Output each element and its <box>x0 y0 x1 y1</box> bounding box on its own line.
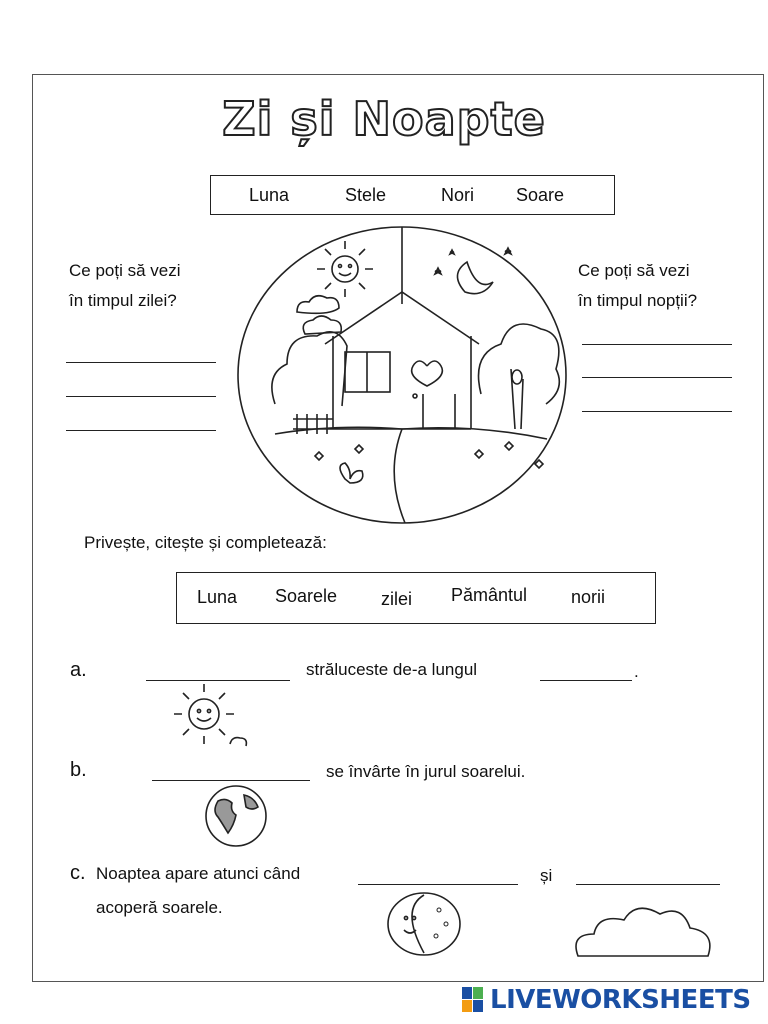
word-bank-item: zilei <box>381 589 413 609</box>
sentence-c-label: c. <box>70 862 86 884</box>
sentence-a-period: . <box>634 662 639 681</box>
word-bank-item: Stele <box>345 185 387 205</box>
day-question-line2: în timpul zilei? <box>69 291 177 310</box>
night-question-line1: Ce poți să vezi <box>578 261 690 280</box>
moon-icon <box>384 890 466 958</box>
night-answer-line-2[interactable] <box>582 377 732 378</box>
night-answer-line-1[interactable] <box>582 344 732 345</box>
night-question-line2: în timpul nopții? <box>578 291 698 310</box>
page-title: Zi și Noapte <box>222 92 546 146</box>
word-bank-bottom <box>176 572 656 624</box>
sentence-c-blank-1[interactable] <box>358 884 518 885</box>
day-night-house-illustration <box>235 224 569 526</box>
logo-icon <box>462 987 484 1013</box>
word-bank-item: Pământul <box>451 585 528 605</box>
sentence-a-blank-1[interactable] <box>146 680 290 681</box>
day-question <box>69 256 181 316</box>
sentence-c-blank-2[interactable] <box>576 884 720 885</box>
day-question-line1: Ce poți să vezi <box>69 261 181 280</box>
sentence-a-text: străluceste de-a lungul <box>306 660 478 679</box>
word-bank-item: Luna <box>249 185 290 205</box>
sentence-a-blank-2[interactable] <box>540 680 632 681</box>
sun-icon <box>164 682 250 750</box>
sentence-b-label: b. <box>70 759 87 781</box>
earth-icon <box>202 783 272 849</box>
word-bank-item: norii <box>571 587 606 607</box>
day-answer-line-3[interactable] <box>66 430 216 431</box>
sentence-c-text-line2: acoperă soarele. <box>96 898 223 917</box>
word-bank-item: Nori <box>441 185 475 205</box>
sentence-c-text: Noaptea apare atunci când <box>96 864 301 883</box>
night-answer-line-3[interactable] <box>582 411 732 412</box>
word-bank-item: Soarele <box>275 586 338 606</box>
sentence-b-blank[interactable] <box>152 780 310 781</box>
word-bank-item: Luna <box>197 587 238 607</box>
sentence-a-label: a. <box>70 659 87 681</box>
word-bank-top <box>210 175 615 215</box>
liveworksheets-logo <box>462 984 751 1016</box>
word-bank-item: Soare <box>516 185 565 205</box>
sentence-b-text: se învârte în jurul soarelui. <box>326 762 526 781</box>
day-answer-line-1[interactable] <box>66 362 216 363</box>
sentence-c-and: și <box>540 866 553 885</box>
logo-text: LIVEWORKSHEETS <box>490 985 751 1015</box>
night-question <box>578 256 697 316</box>
instruction: Privește, citește și completează: <box>84 533 327 552</box>
cloud-icon <box>570 898 720 964</box>
day-answer-line-2[interactable] <box>66 396 216 397</box>
